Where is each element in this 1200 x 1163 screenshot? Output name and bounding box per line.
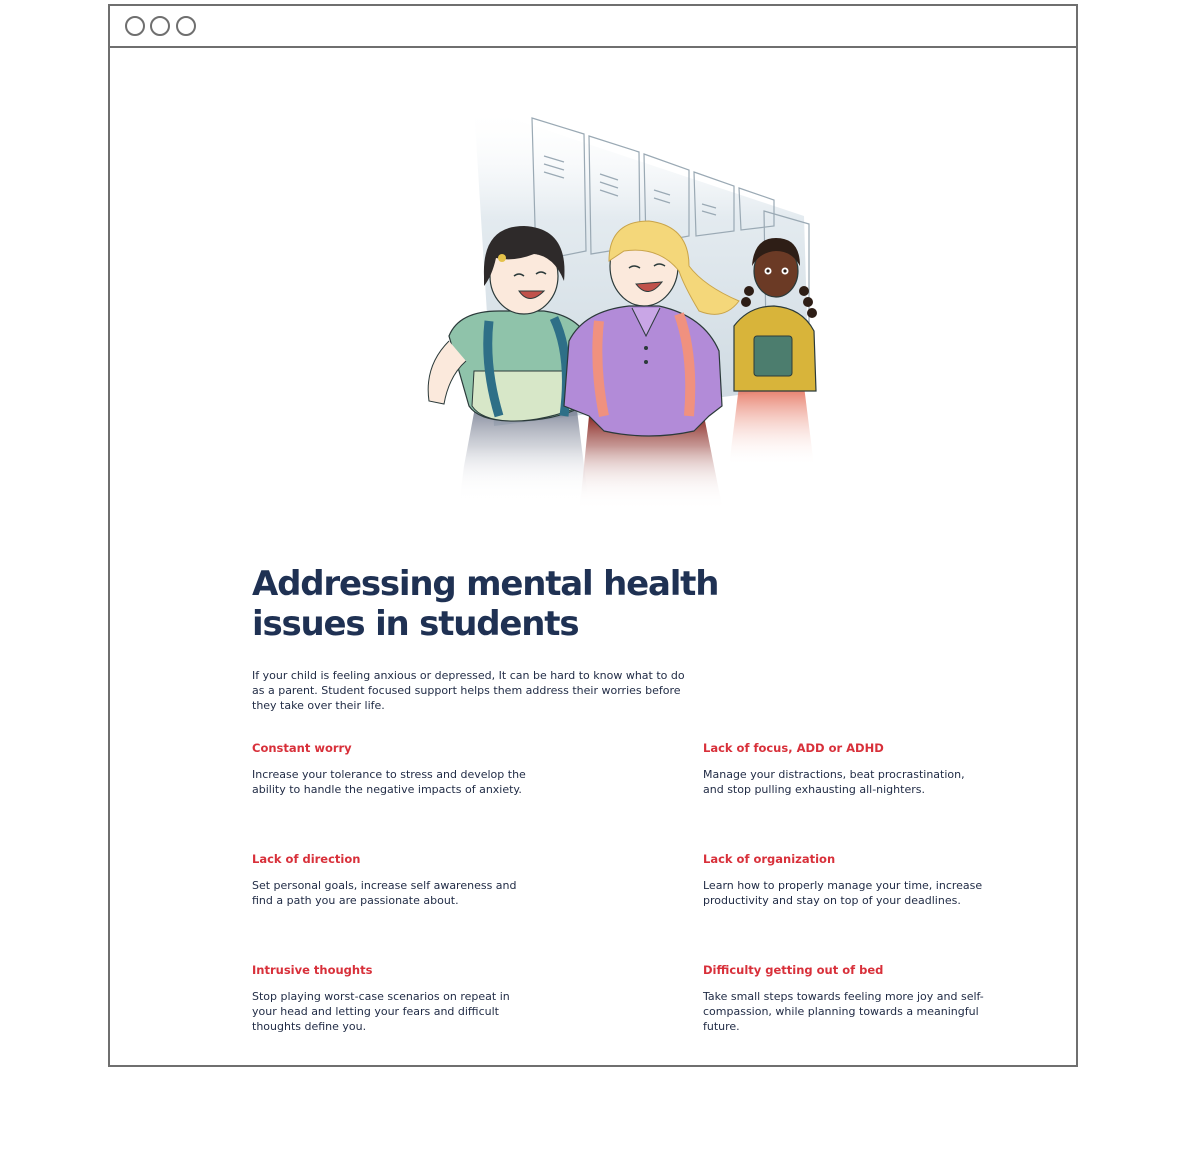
issue-heading: Constant worry: [252, 741, 352, 755]
issue-heading: Lack of focus, ADD or ADHD: [703, 741, 884, 755]
issue-heading: Intrusive thoughts: [252, 963, 373, 977]
issue-item: [252, 741, 552, 797]
issue-description: Learn how to properly manage your time, increase productivity and stay on top of your deadlines.: [703, 879, 983, 907]
students-at-lockers-illustration: [404, 86, 854, 516]
issue-heading: Lack of organization: [703, 852, 836, 866]
issue-item: [252, 852, 552, 908]
intro-paragraph: If your child is feeling anxious or depressed, It can be hard to know what to do as a parent. Student focused support helps them address their worries before they take over their life.: [252, 669, 685, 712]
issue-item: [703, 852, 1003, 908]
page-title: Addressing mental health issues in students: [252, 564, 719, 644]
issue-heading: Lack of direction: [252, 852, 361, 866]
window-control-dot-icon[interactable]: [150, 16, 170, 36]
issue-description: Increase your tolerance to stress and develop the ability to handle the negative impacts of anxiety.: [252, 768, 526, 796]
window-control-dot-icon[interactable]: [125, 16, 145, 36]
issue-item: [703, 963, 1003, 1034]
issue-item: [703, 741, 1003, 797]
issue-item: [252, 963, 552, 1034]
issue-description: Take small steps towards feeling more joy and self-compassion, while planning towards a meaningful future.: [703, 990, 984, 1033]
issue-description: Stop playing worst-case scenarios on repeat in your head and letting your fears and difficult thoughts define you.: [252, 990, 510, 1033]
window-control-dot-icon[interactable]: [176, 16, 196, 36]
issue-description: Set personal goals, increase self awareness and find a path you are passionate about.: [252, 879, 517, 907]
browser-window: [108, 4, 1078, 1067]
issue-heading: Difficulty getting out of bed: [703, 963, 884, 977]
window-title-bar: [110, 6, 1076, 48]
issue-description: Manage your distractions, beat procrastination, and stop pulling exhausting all-nighters.: [703, 768, 965, 796]
